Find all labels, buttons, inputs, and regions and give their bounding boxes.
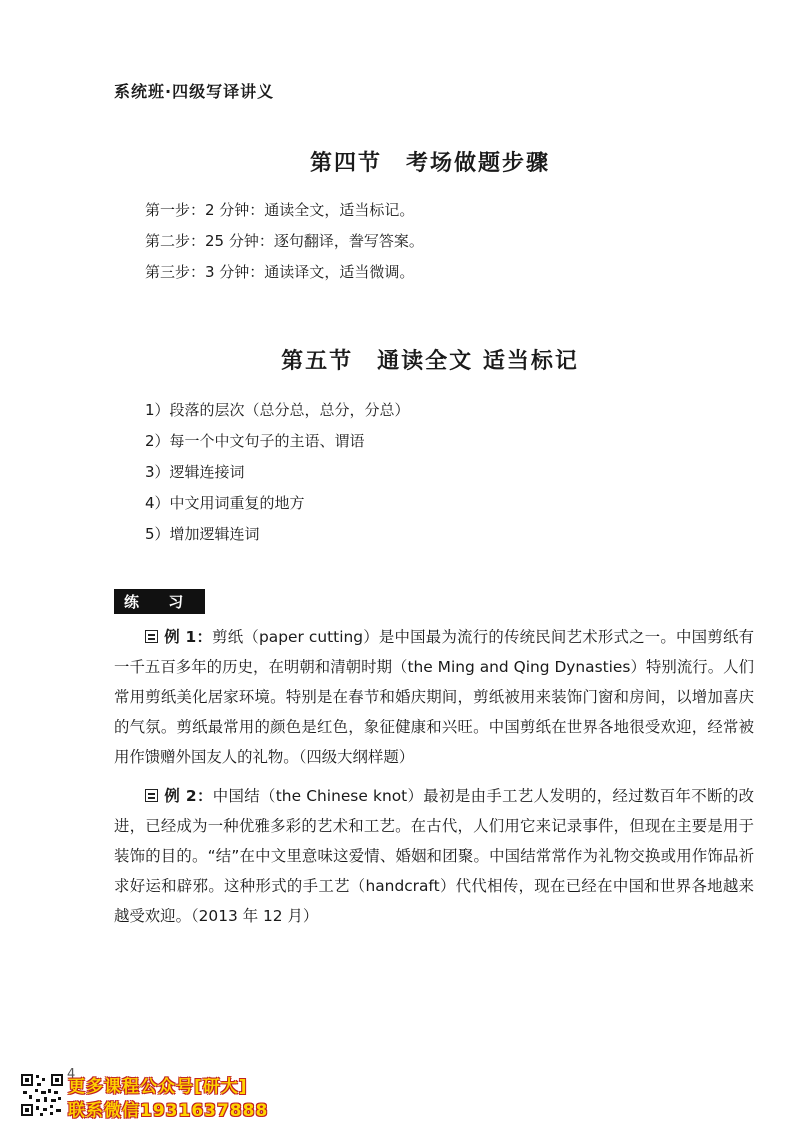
example-1 — [114, 622, 754, 772]
example-label: 例 2： — [164, 787, 213, 805]
example-text: 剪纸（paper cutting）是中国最为流行的传统民间艺术形式之一。中国剪纸有一千五百多年的历史，在明朝和清朝时期（the Ming and Qing Dynasties）特别流行。人们常用剪纸美化居家环境。特别是在春节和婚庆期间，剪纸被用来装饰门窗和房间，以增加喜庆的气氛。剪纸最常用的颜色是红色，象征健康和兴旺。中国剪纸在世界各地很受欢迎，经常被用作馈赠外国友人的礼物。（四级大纲样题） — [114, 628, 754, 766]
qr-code-icon — [20, 1073, 64, 1117]
step-item: 第一步：2 分钟：通读全文，适当标记。 — [145, 201, 415, 219]
point-item: 2）每一个中文句子的主语、谓语 — [145, 432, 365, 450]
section4-steps — [145, 199, 424, 292]
page-number: 4 — [67, 1067, 76, 1082]
example-text: 中国结（the Chinese knot）最初是由手工艺人发明的，经过数百年不断的改进，已经成为一种优雅多彩的艺术和工艺。在古代，人们用它来记录事件，但现在主要是用于装饰的目的。“结”在中文里意味这爱情、婚姻和团聚。中国结常常作为礼物交换或用作饰品祈求好运和辟邪。这种形式的手工艺（handcraft）代代相传，现在已经在中国和世界各地越来越受欢迎。（2013 年 12 月） — [114, 787, 754, 925]
watermark — [68, 1075, 268, 1123]
watermark-line: 更多课程公众号[研大] — [68, 1077, 248, 1097]
running-header: 系统班·四级写译讲义 — [114, 82, 275, 101]
step-item: 第二步：25 分钟：逐句翻译，誊写答案。 — [145, 232, 424, 250]
point-item: 4）中文用词重复的地方 — [145, 494, 305, 512]
point-item: 5）增加逻辑连词 — [145, 525, 260, 543]
example-label: 例 1： — [164, 628, 213, 646]
document-icon — [145, 789, 158, 802]
point-item: 3）逻辑连接词 — [145, 463, 245, 481]
section4-title: 第四节 考场做题步骤 — [309, 151, 550, 176]
point-item: 1）段落的层次（总分总，总分，分总） — [145, 401, 410, 419]
practice-heading: 练 习 — [114, 589, 205, 614]
section5-points — [145, 399, 410, 554]
watermark-line: 联系微信1931637888 — [68, 1101, 269, 1121]
document-icon — [145, 630, 158, 643]
step-item: 第三步：3 分钟：通读译文，适当微调。 — [145, 263, 415, 281]
example-2 — [114, 781, 754, 931]
section5-title: 第五节 通读全文 适当标记 — [281, 349, 579, 374]
